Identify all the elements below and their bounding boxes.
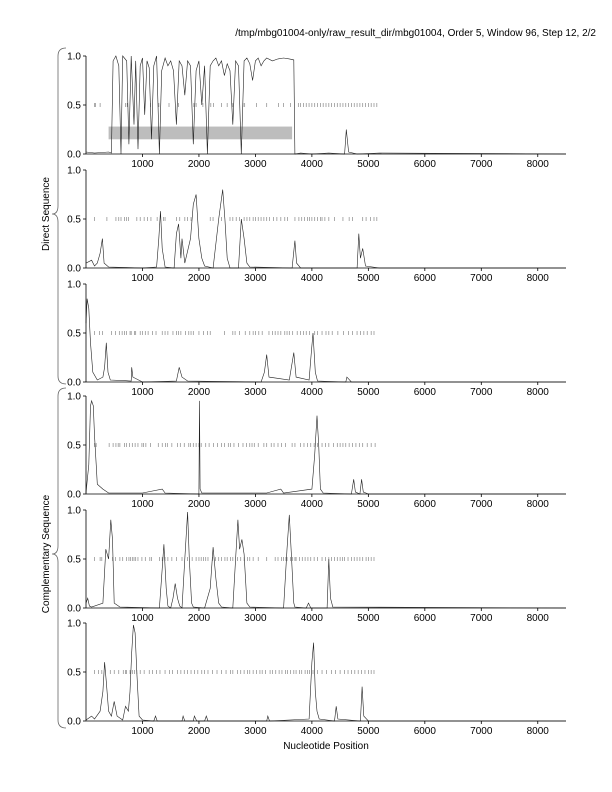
y-tick-label: 0.5	[67, 214, 81, 226]
x-tick-label: 5000	[357, 273, 380, 284]
x-tick-label: 6000	[413, 159, 436, 170]
x-tick-label: 2000	[187, 273, 211, 284]
x-tick-label: 6000	[413, 613, 436, 624]
x-tick-label: 4000	[300, 726, 324, 737]
x-tick-label: 4000	[300, 499, 324, 510]
panel-2	[67, 166, 566, 285]
y-tick-label: 0.5	[67, 100, 81, 112]
x-tick-label: 5000	[357, 613, 380, 624]
x-tick-label: 5000	[357, 387, 380, 398]
x-tick-label: 5000	[357, 159, 380, 170]
x-tick-label: 8000	[526, 499, 549, 510]
y-tick-label: 0.0	[67, 377, 81, 389]
direct-sequence-label: Direct Sequence	[41, 177, 52, 251]
x-tick-label: 1000	[131, 273, 154, 284]
x-tick-label: 3000	[244, 499, 267, 510]
tick-marks-group	[94, 443, 375, 447]
panel-4	[67, 392, 566, 511]
direct-sequence-brace	[41, 48, 66, 384]
x-tick-label: 2000	[187, 613, 211, 624]
x-tick-label: 5000	[357, 726, 380, 737]
x-tick-label: 4000	[300, 387, 324, 398]
x-tick-label: 8000	[526, 159, 549, 170]
y-tick-label: 1.0	[67, 618, 81, 630]
figure-header: /tmp/mbg01004-only/raw_result_dir/mbg01004, Order 5, Window 96, Step 12, 2/2	[235, 28, 596, 39]
x-tick-label: 6000	[413, 387, 436, 398]
x-tick-label: 1000	[131, 726, 154, 737]
x-tick-label: 8000	[526, 726, 549, 737]
y-tick-label: 0.0	[67, 716, 81, 728]
x-tick-label: 6000	[413, 499, 436, 510]
x-tick-label: 2000	[187, 499, 211, 510]
y-tick-label: 0.0	[67, 263, 81, 275]
y-tick-label: 0.5	[67, 554, 81, 566]
x-tick-label: 7000	[470, 387, 493, 398]
y-tick-label: 1.0	[67, 165, 81, 177]
y-tick-label: 0.5	[67, 440, 81, 452]
x-tick-label: 3000	[244, 613, 267, 624]
coding-potential-line	[86, 190, 566, 268]
tick-marks-group	[94, 670, 374, 674]
x-tick-label: 3000	[244, 387, 267, 398]
tick-marks-group	[94, 557, 374, 561]
tick-marks-group	[94, 217, 376, 221]
complementary-sequence-label: Complementary Sequence	[41, 494, 52, 614]
y-tick-label: 0.5	[67, 328, 81, 340]
y-tick-label: 1.0	[67, 279, 81, 291]
x-tick-label: 1000	[131, 613, 154, 624]
x-tick-label: 5000	[357, 499, 380, 510]
gray-band	[109, 127, 293, 140]
x-tick-label: 8000	[526, 273, 549, 284]
x-tick-label: 4000	[300, 613, 324, 624]
x-tick-label: 7000	[470, 613, 493, 624]
panel-3	[67, 280, 566, 399]
x-tick-label: 7000	[470, 726, 493, 737]
tick-marks-group	[94, 331, 374, 335]
x-tick-label: 7000	[470, 159, 493, 170]
x-tick-label: 6000	[413, 273, 436, 284]
x-axis-title: Nucleotide Position	[283, 741, 369, 752]
y-tick-label: 0.0	[67, 603, 81, 615]
x-tick-label: 3000	[244, 159, 267, 170]
x-tick-label: 2000	[187, 387, 211, 398]
x-tick-label: 4000	[300, 273, 324, 284]
x-tick-label: 3000	[244, 726, 267, 737]
x-tick-label: 4000	[300, 159, 324, 170]
coding-potential-line	[86, 512, 566, 608]
coding-potential-line	[86, 401, 566, 494]
x-tick-label: 7000	[470, 273, 493, 284]
panel-5	[67, 506, 566, 625]
x-tick-label: 2000	[187, 159, 211, 170]
x-tick-label: 2000	[187, 726, 211, 737]
y-tick-label: 0.0	[67, 489, 81, 501]
panels-group	[67, 52, 566, 738]
y-tick-label: 1.0	[67, 391, 81, 403]
y-tick-label: 1.0	[67, 505, 81, 517]
panel-1	[67, 52, 566, 171]
y-tick-label: 0.0	[67, 149, 81, 161]
x-tick-label: 6000	[413, 726, 436, 737]
x-tick-label: 7000	[470, 499, 493, 510]
coding-potential-line	[86, 299, 566, 382]
x-tick-label: 8000	[526, 387, 549, 398]
x-tick-label: 8000	[526, 613, 549, 624]
panel-6	[67, 619, 566, 738]
x-tick-label: 1000	[131, 159, 154, 170]
complementary-sequence-brace	[41, 388, 66, 728]
x-tick-label: 1000	[131, 499, 154, 510]
y-tick-label: 1.0	[67, 51, 81, 63]
coding-potential-line	[86, 625, 566, 721]
x-tick-label: 3000	[244, 273, 267, 284]
x-tick-label: 1000	[131, 387, 154, 398]
y-tick-label: 0.5	[67, 667, 81, 679]
